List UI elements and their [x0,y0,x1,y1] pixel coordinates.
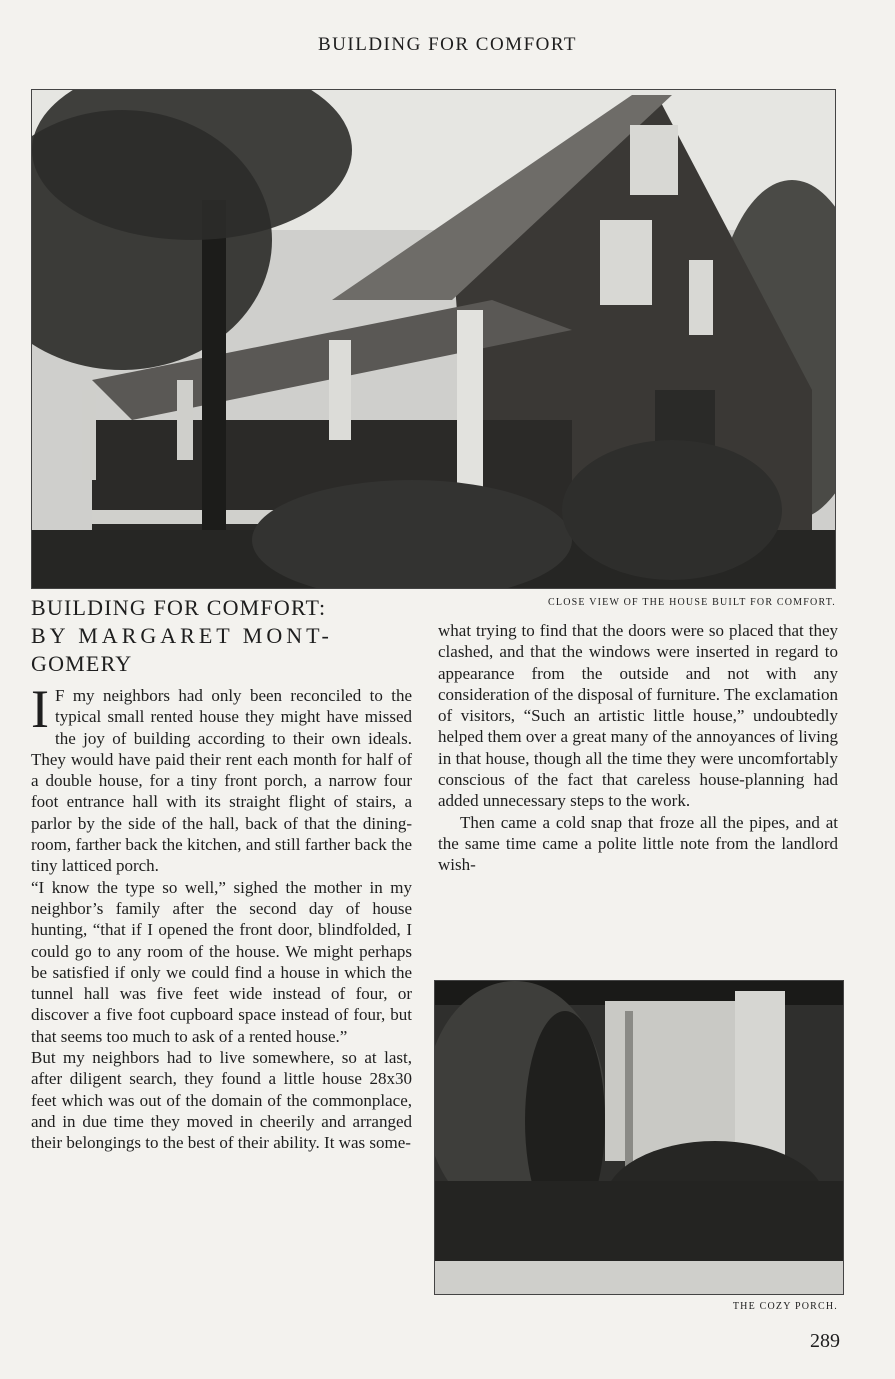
paragraph-1 [31,679,412,877]
paragraph-1-text: F my neighbors had only been reconciled to the typical small rented house they might have missed the joy of building according to their own ideals. They would have paid their rent each month for half of a double house, for a tiny front porch, a narrow four foot entrance hall with its straight flight of stairs, a parlor by the side of the hall, back of that the dining-room, farther back the kitchen, and still farther back the tiny latticed porch. [31,686,412,876]
running-head: BUILDING FOR COMFORT [318,34,577,55]
page-number: 289 [810,1330,840,1352]
porch-photo [434,980,844,1295]
paragraph-2: “I know the type so well,” sighed the mother in my neighbor’s family after the second day of house hunting, “that if I opened the front door, blindfolded, I could go to any room of the house. We might perhaps be satisfied if only we could find a house in which the tunnel hall was five feet wide instead of four, or discover a five foot cupboard space instead of four, but that seems too much to ask of a rented house.” [31,877,412,1046]
article-title [31,594,416,678]
left-column [31,679,412,1154]
house-photo-caption: CLOSE VIEW OF THE HOUSE BUILT FOR COMFORT. [548,597,836,608]
paragraph-3: But my neighbors had to live somewhere, so at last, after diligent search, they found a little house 28x30 feet which was out of the domain of the commonplace, and in due time they moved in cheerily and arranged their belongings to the best of their ability. It was some- [31,1048,412,1153]
paragraph-4: what trying to find that the doors were so placed that they clashed, and that the windows were inserted in regard to appearance from the outside and not with any consideration of the disposal of furniture. The exclamation of visitors, “Such an artistic little house,” undoubtedly helped them over a great many of the annoyances of living in that house, though all the time they were uncomfortably conscious of the fact that careless house-planning had added unnecessary steps to the work. [438,621,838,811]
house-photo [31,89,836,589]
right-column [438,620,838,876]
title-line-1: BUILDING FOR COMFORT: [31,595,327,620]
drop-cap: I [31,679,49,739]
title-line-2: BY MARGARET MONT- [31,623,333,648]
paragraph-5: Then came a cold snap that froze all the pipes, and at the same time came a polite little note from the landlord wish- [438,812,838,875]
title-line-3: GOMERY [31,651,133,676]
porch-photo-caption: THE COZY PORCH. [732,1301,838,1312]
